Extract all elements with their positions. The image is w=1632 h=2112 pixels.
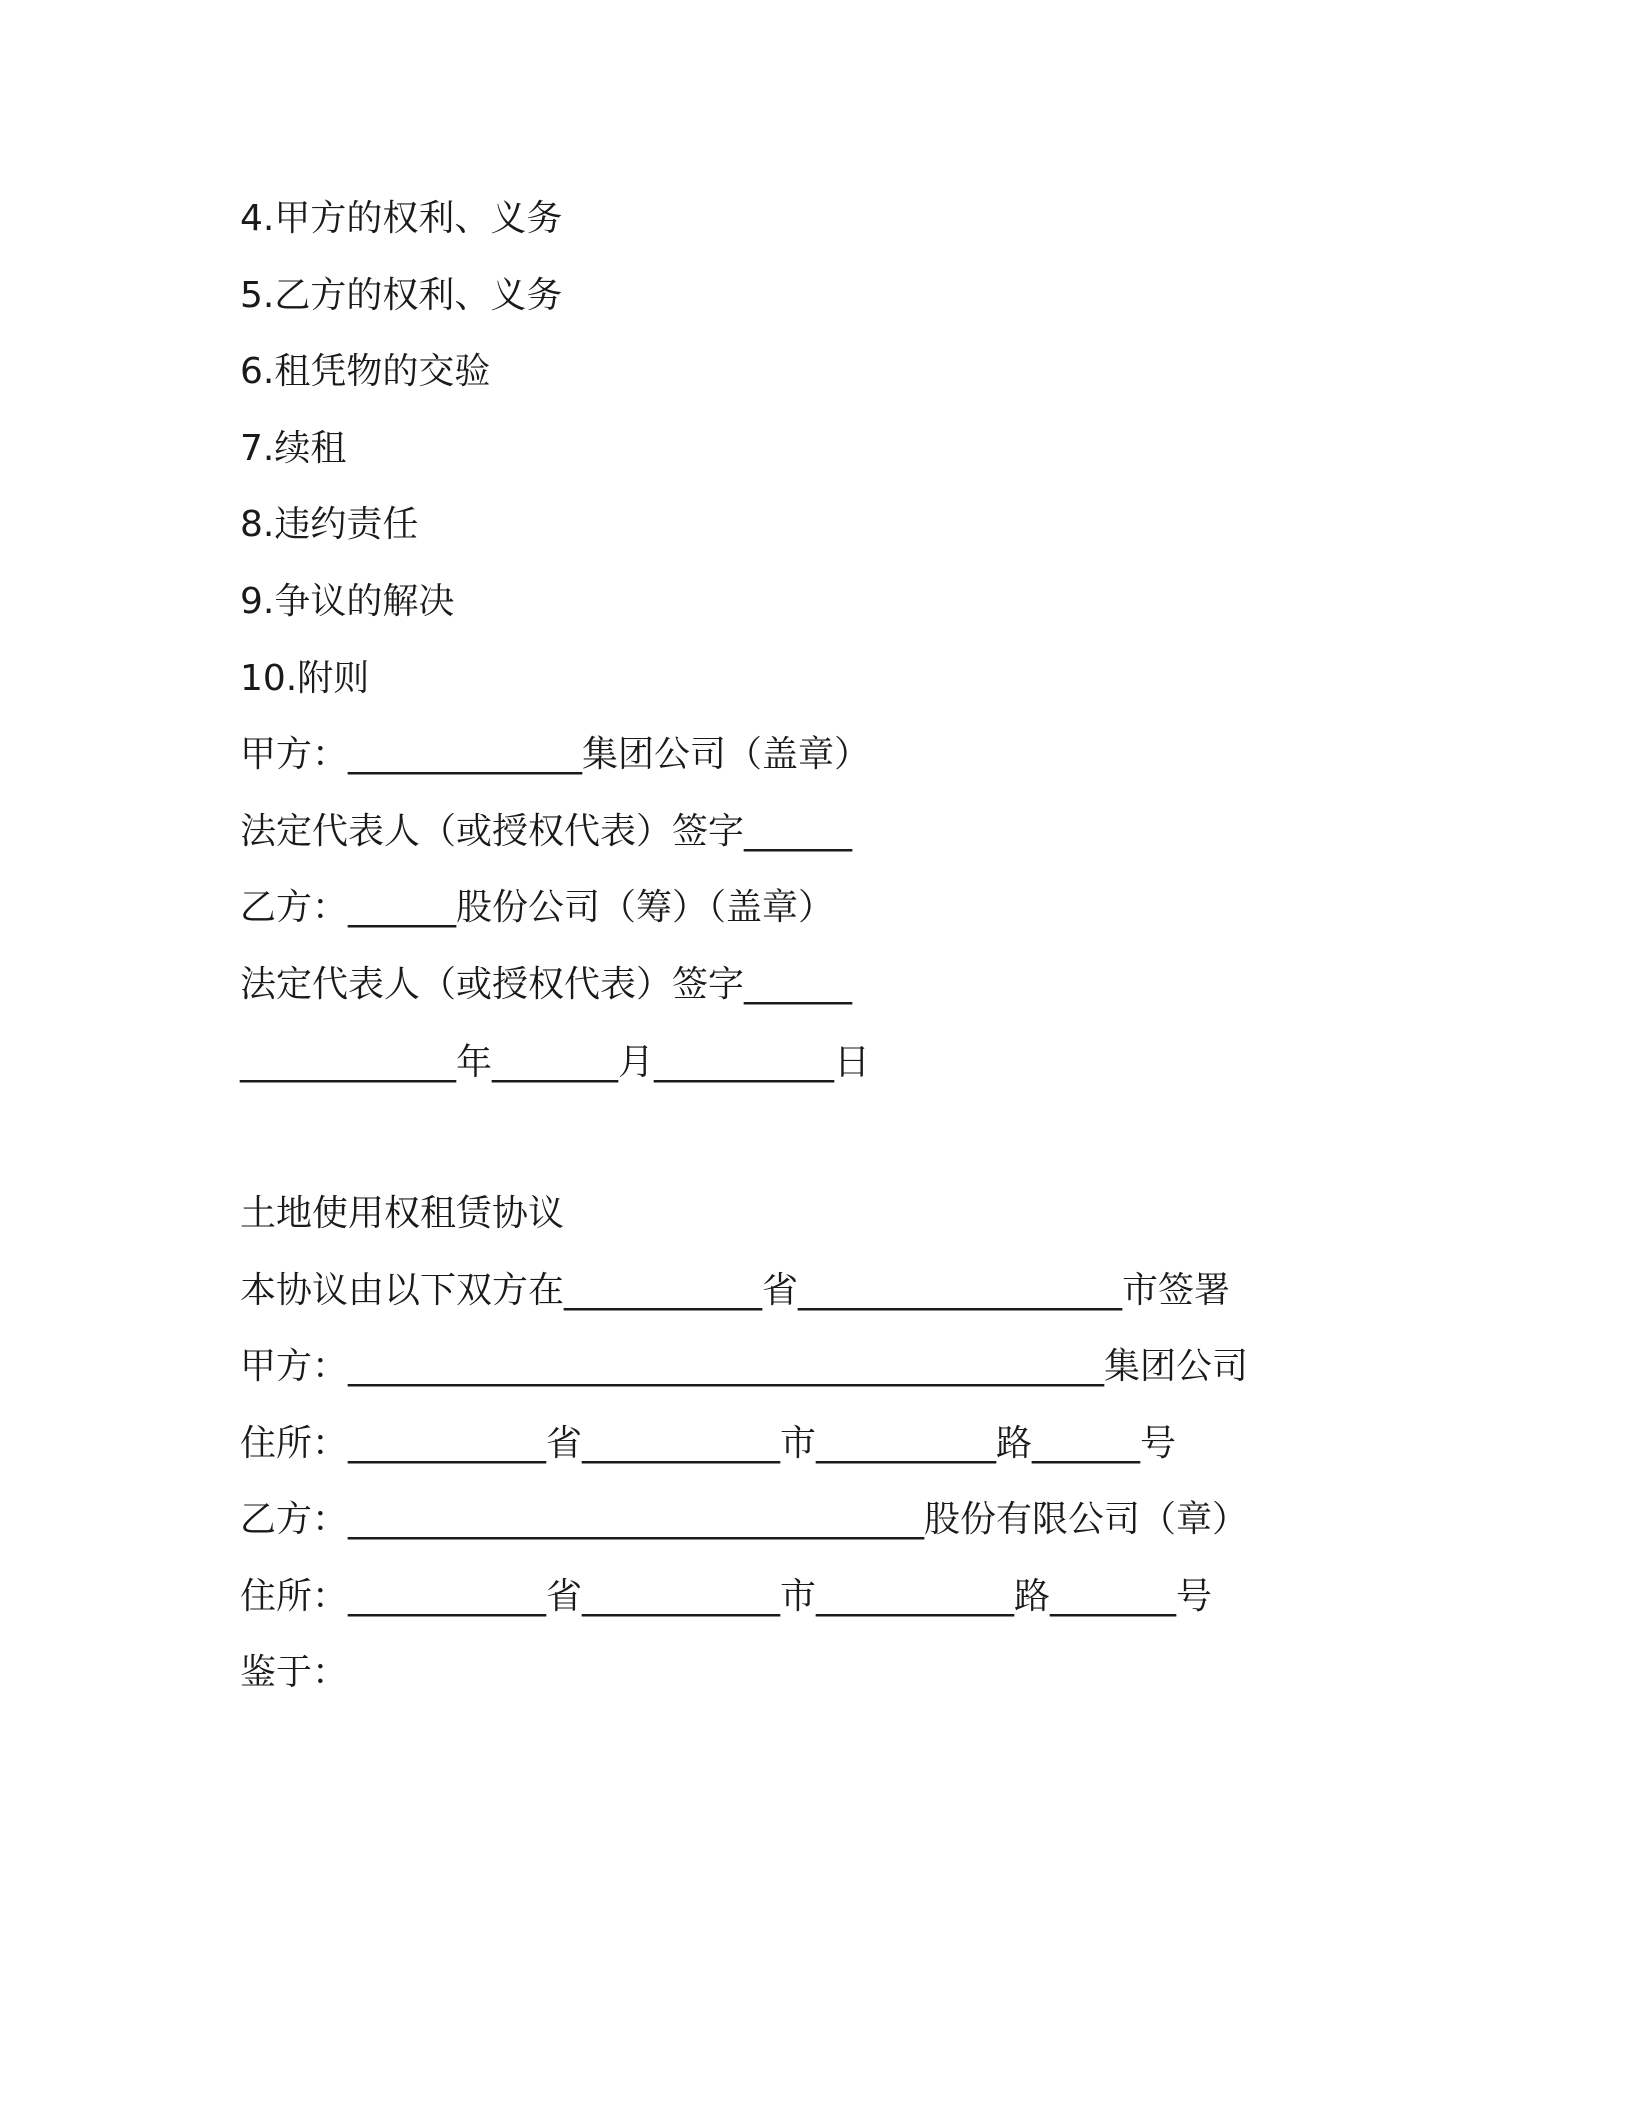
clause-item-9: 9.争议的解决 bbox=[240, 581, 455, 622]
clause-item-5: 5.乙方的权利、义务 bbox=[240, 275, 563, 316]
clause-item-8: 8.违约责任 bbox=[240, 504, 419, 545]
agreement-title: 土地使用权租赁协议 bbox=[240, 1193, 565, 1234]
party-b-signature-line: 法定代表人（或授权代表）签字______ bbox=[240, 964, 853, 1005]
party-a-address-line: 住所：___________省___________市__________路______号 bbox=[240, 1423, 1177, 1464]
clause-item-6: 6.租凭物的交验 bbox=[240, 351, 491, 392]
date-line: ____________年_______月__________日 bbox=[240, 1042, 870, 1083]
party-a-line: 甲方：__________________________________________集团公司 bbox=[240, 1346, 1249, 1387]
clause-item-10: 10.附则 bbox=[240, 658, 370, 699]
party-b-line: 乙方：________________________________股份有限公司（章） bbox=[240, 1499, 1249, 1540]
party-a-signature-line: 法定代表人（或授权代表）签字______ bbox=[240, 811, 853, 852]
clause-item-7: 7.续租 bbox=[240, 428, 347, 469]
party-b-address-line: 住所：___________省___________市___________路_______号 bbox=[240, 1576, 1213, 1617]
clause-item-4: 4.甲方的权利、义务 bbox=[240, 198, 563, 239]
whereas-line: 鉴于： bbox=[240, 1652, 349, 1693]
party-b-seal-line: 乙方：______股份公司（筹）（盖章） bbox=[240, 887, 835, 928]
signing-place-line: 本协议由以下双方在___________省__________________市签署 bbox=[240, 1270, 1231, 1311]
party-a-seal-line: 甲方：_____________集团公司（盖章） bbox=[240, 734, 871, 775]
